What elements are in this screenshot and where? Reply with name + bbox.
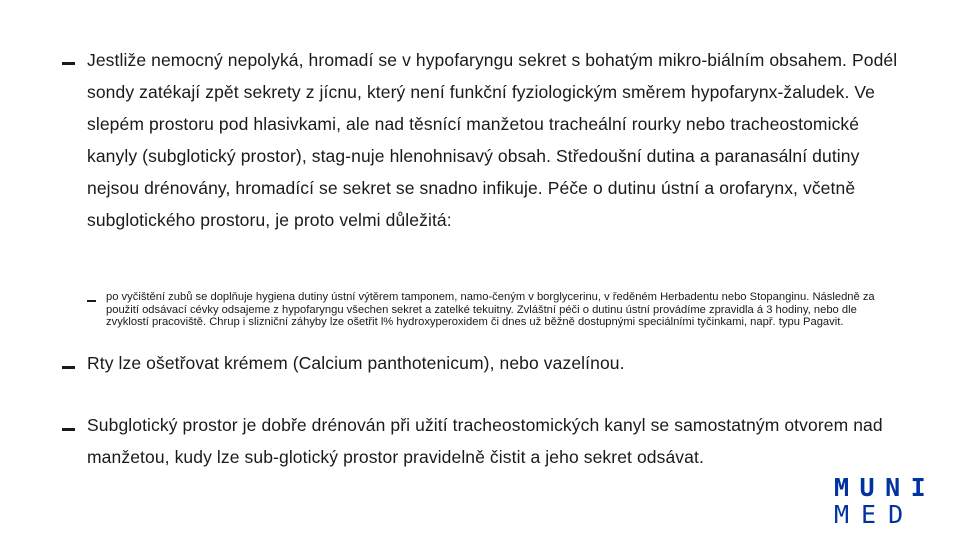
paragraph-subglottic: Subglotický prostor je dobře drénován při užití tracheostomických kanyl se samostatným otvorem nad manžetou, kudy lze sub-glotický prostor pravidelně čistit a jeho sekret odsávat.: [87, 415, 883, 467]
paragraph-lips: Rty lze ošetřovat krémem (Calcium panthotenicum), nebo vazelínou.: [87, 353, 625, 373]
logo-line-med: MED: [834, 500, 916, 529]
paragraph-main: Jestliže nemocný nepolyká, hromadí se v hypofaryngu sekret s bohatým mikro-biálním obsahem. Podél sondy zatékají zpět sekrety z jícnu, který není funkční fyziologickým směrem hypofarynx-žaludek. Ve slepém prostoru pod hlasivkami, ale nad těsnící manžetou tracheální rourky nebo tracheostomické kanyly (subglotický prostor), stag-nuje hlenohnisavý obsah. Středoušní dutina a paranasální dutiny nejsou drénovány, hromadící se sekret se snadno infikuje. Péče o dutinu ústní a orofarynx, včetně subglotického prostoru, je proto velmi důležitá:: [87, 50, 898, 230]
bullet-marker: [62, 62, 75, 65]
muni-med-logo: [834, 474, 936, 528]
logo-line-muni: MUNI: [834, 473, 937, 502]
bullet-marker: [62, 366, 75, 369]
sub-bullet-marker: [87, 300, 96, 302]
paragraph-sub: po vyčištění zubů se doplňuje hygiena dutiny ústní výtěrem tamponem, namo-čeným v borglycerinu, v ředěném Herbadentu nebo Stopanginu. Následně za použití odsávací cévky odsajeme z hypofaryngu všechen sekret a zatelké tekuitny. Zvláštní péči o dutinu ústní provádíme zpravidla á 3 hodiny, nebo dle zvyklostí pracoviště. Chrup i slizniční záhyby lze ošetřit l% hydroxyperoxidem či dnes už běžně dostupnými speciálními tyčinkami, např. typu Pagavit.: [106, 291, 875, 329]
bullet-marker: [62, 428, 75, 431]
